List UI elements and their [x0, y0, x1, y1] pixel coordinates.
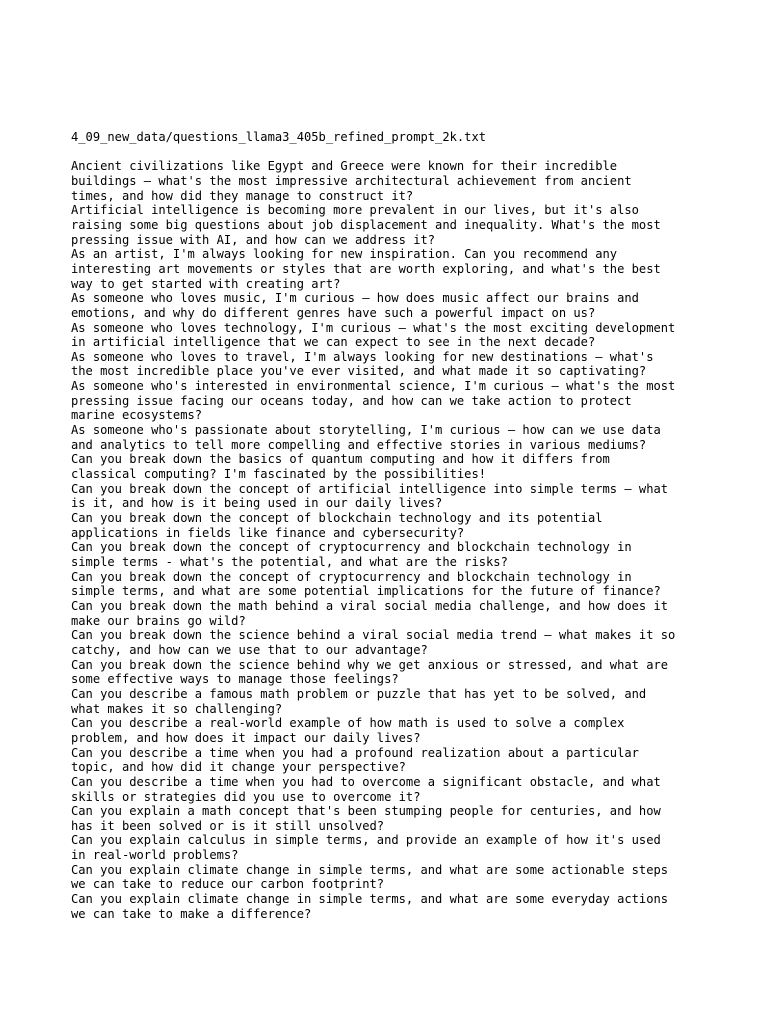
text-line: the most incredible place you've ever visited, and what made it so captivating? — [71, 364, 647, 379]
text-line: As someone who loves music, I'm curious – how does music affect our brains and — [71, 291, 639, 306]
text-line: Can you describe a time when you had a profound realization about a particular — [71, 745, 639, 760]
text-line: in artificial intelligence that we can expect to see in the next decade? — [71, 335, 596, 350]
text-line: pressing issue facing our oceans today, and how can we take action to protect — [71, 393, 632, 408]
text-line: some effective ways to manage those feelings? — [71, 672, 399, 687]
text-line: Can you break down the concept of cryptocurrency and blockchain technology in — [71, 540, 632, 555]
text-line: skills or strategies did you use to overcome it? — [71, 789, 421, 804]
text-line: pressing issue with AI, and how can we address it? — [71, 232, 436, 247]
text-line: Ancient civilizations like Egypt and Greece were known for their incredible — [71, 159, 618, 174]
text-line: As someone who loves technology, I'm curious – what's the most exciting development — [71, 320, 676, 335]
text-line: way to get started with creating art? — [71, 276, 341, 291]
document-body — [71, 130, 711, 921]
text-line: simple terms - what's the potential, and what are the risks? — [71, 555, 508, 570]
text-line: Can you describe a famous math problem or puzzle that has yet to be solved, and — [71, 686, 647, 701]
text-line: topic, and how did it change your perspective? — [71, 760, 406, 775]
text-line: problem, and how does it impact our daily lives? — [71, 730, 421, 745]
text-line: make our brains go wild? — [71, 613, 246, 628]
text-line: Can you explain climate change in simple terms, and what are some everyday actions — [71, 892, 669, 907]
text-line: Can you explain calculus in simple terms, and provide an example of how it's used — [71, 833, 661, 848]
text-line: Can you break down the concept of artificial intelligence into simple terms – what — [71, 481, 669, 496]
text-line: is it, and how is it being used in our daily lives? — [71, 496, 443, 511]
text-line: Can you break down the math behind a viral social media challenge, and how does it — [71, 598, 669, 613]
text-line: As someone who loves to travel, I'm always looking for new destinations – what's — [71, 349, 654, 364]
text-line: Can you break down the science behind why we get anxious or stressed, and what are — [71, 657, 669, 672]
text-line: Can you describe a real-world example of how math is used to solve a complex — [71, 716, 625, 731]
text-line: Can you describe a time when you had to overcome a significant obstacle, and what — [71, 774, 661, 789]
text-line: raising some big questions about job displacement and inequality. What's the most — [71, 217, 661, 232]
document-lines — [71, 159, 711, 921]
text-line: buildings – what's the most impressive architectural achievement from ancient — [71, 173, 632, 188]
text-line: classical computing? I'm fascinated by the possibilities! — [71, 467, 487, 482]
text-line: simple terms, and what are some potential implications for the future of finance? — [71, 584, 661, 599]
text-line: and analytics to tell more compelling and effective stories in various mediums? — [71, 437, 647, 452]
text-line: Can you break down the science behind a viral social media trend – what makes it so — [71, 628, 676, 643]
text-line: As someone who's interested in environmental science, I'm curious – what's the most — [71, 379, 676, 394]
text-line: emotions, and why do different genres have such a powerful impact on us? — [71, 305, 596, 320]
text-line: Can you break down the concept of cryptocurrency and blockchain technology in — [71, 569, 632, 584]
text-line: applications in fields like finance and cybersecurity? — [71, 525, 465, 540]
text-line: we can take to reduce our carbon footprint? — [71, 877, 385, 892]
text-line: Can you break down the concept of blockchain technology and its potential — [71, 511, 603, 526]
text-line: Can you explain climate change in simple terms, and what are some actionable steps — [71, 862, 669, 877]
text-line: As someone who's passionate about storytelling, I'm curious – how can we use data — [71, 423, 661, 438]
text-line: marine ecosystems? — [71, 408, 203, 423]
document-filename: 4_09_new_data/questions_llama3_405b_refined_prompt_2k.txt — [71, 130, 487, 144]
text-line: Artificial intelligence is becoming more prevalent in our lives, but it's also — [71, 203, 639, 218]
text-line: we can take to make a difference? — [71, 906, 312, 921]
text-line: As an artist, I'm always looking for new inspiration. Can you recommend any — [71, 247, 618, 262]
text-line: times, and how did they manage to construct it? — [71, 188, 414, 203]
text-line: Can you break down the basics of quantum computing and how it differs from — [71, 452, 610, 467]
text-line: in real-world problems? — [71, 848, 239, 863]
text-line: interesting art movements or styles that are worth exploring, and what's the best — [71, 261, 661, 276]
text-line: Can you explain a math concept that's been stumping people for centuries, and how — [71, 804, 661, 819]
text-line: catchy, and how can we use that to our advantage? — [71, 642, 428, 657]
text-line: has it been solved or is it still unsolved? — [71, 818, 385, 833]
text-line: what makes it so challenging? — [71, 701, 283, 716]
